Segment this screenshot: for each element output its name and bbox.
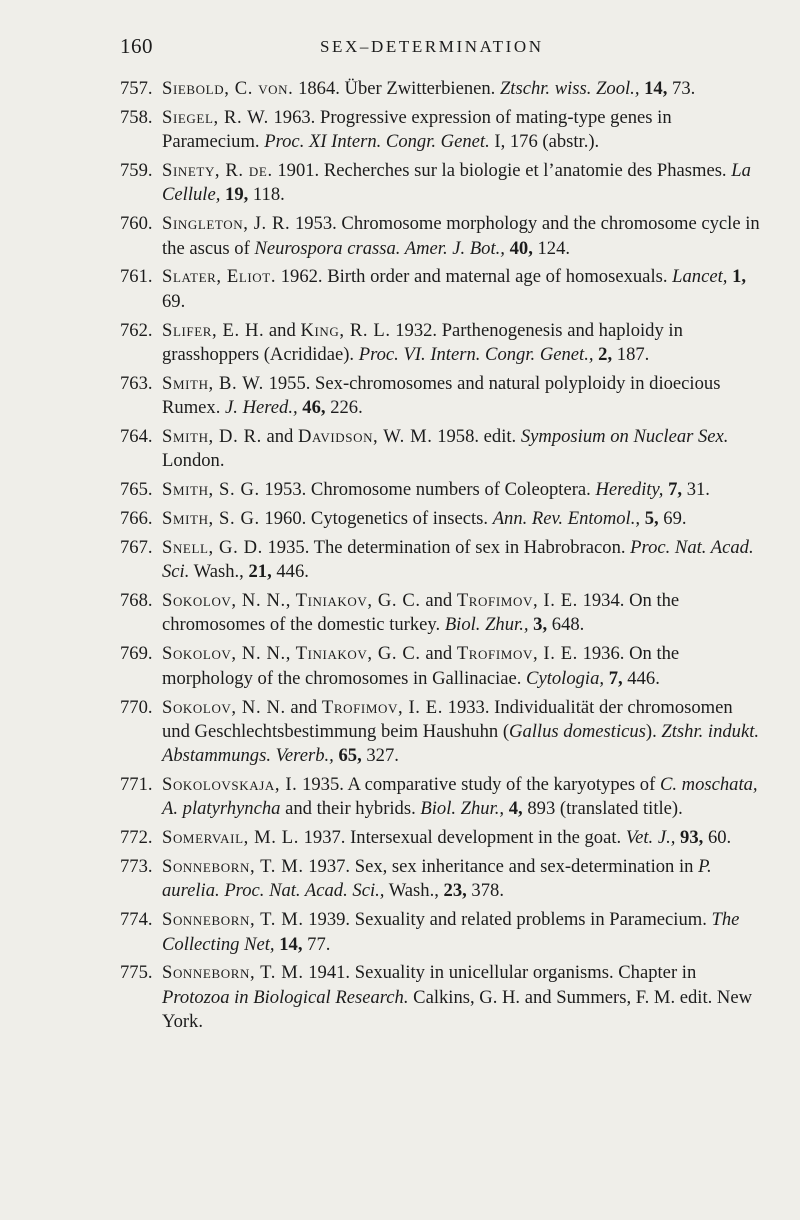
ref-text: ). [645,720,662,742]
reference-number: 759. [120,160,153,182]
reference-entry [120,908,760,957]
ref-text: 187. [612,343,650,365]
ref-text: 1935. The determination of sex in Habrobracon. [262,536,631,558]
ref-text: 1963. Progressive expression of mating-type genes in Paramecium. [162,106,672,153]
reference-entry [120,265,760,314]
ref-italic: C. moschata, A. platyrhyncha [162,774,758,820]
ref-italic: Ztshr. indukt. Abstammungs. Vererb., [162,720,760,767]
ref-text: 1934. On the chromosomes of the domestic turkey. [162,590,680,636]
ref-author: Sonneborn, T. M. [162,909,304,931]
ref-italic: Lancet, [672,266,728,288]
ref-italic: Proc. VI. Intern. Congr. Genet., [358,343,594,365]
reference-number: 760. [120,213,153,235]
ref-author: Smith, B. W. [162,372,264,394]
ref-text: 1936. On the morphology of the chromosomes in Gallinaciae. [162,643,680,689]
reference-number: 764. [120,426,153,448]
ref-author: Siebold, C. von. [162,78,294,99]
page-header [120,34,740,62]
ref-volume: 1, [732,266,747,288]
ref-text: 378. [466,880,504,902]
ref-author: Somervail, M. L. [162,827,299,849]
reference-number: 770. [120,696,153,718]
reference-entry [120,372,760,421]
ref-author: Tiniakov, G. C. [295,643,421,665]
reference-number: 771. [120,774,153,796]
reference-list [120,77,760,1039]
reference-number: 772. [120,827,153,849]
ref-text: 77. [302,933,331,955]
ref-author: Smith, S. G. [162,479,260,501]
ref-author: Siegel, R. W. [162,106,269,128]
ref-volume: 4, [508,798,523,820]
ref-text: 60. [703,827,732,849]
ref-volume: 21, [248,561,272,583]
reference-number: 757. [120,78,153,99]
reference-number: 768. [120,590,153,612]
ref-text: 648. [547,614,585,636]
ref-author: Trofimov, I. E. [456,643,578,665]
reference-number: 774. [120,909,153,931]
ref-text: 446. [622,667,660,689]
ref-author: King, R. L. [300,319,391,341]
ref-volume: 19, [225,184,249,206]
ref-author: Sokolov, N. N. [162,696,286,718]
ref-text: 446. [271,561,309,583]
ref-volume: 5, [644,508,659,530]
reference-entry [120,696,760,769]
reference-entry [120,536,760,585]
ref-volume: 40, [509,237,533,259]
ref-text: I, 176 (abstr.). [489,131,600,153]
ref-text: 1955. Sex-chromosomes and natural polyploidy in dioecious Rumex. [162,372,721,419]
ref-text: 1937. Sex, sex inheritance and sex-determination in [303,856,699,878]
page-number: 160 [120,34,153,58]
ref-volume: 46, [302,397,326,419]
ref-italic: Vet. J., [625,827,676,849]
ref-text: 1939. Sexuality and related problems in Paramecium. [303,909,712,931]
ref-text: and their hybrids. [280,798,421,820]
ref-text: 124. [532,237,571,259]
ref-text: 327. [361,745,399,767]
ref-author: Tiniakov, G. C. [295,590,421,612]
reference-number: 758. [120,106,153,128]
ref-italic: The Collecting Net, [162,909,740,955]
ref-author: Smith, S. G. [162,508,260,530]
reference-entry [120,642,760,691]
reference-entry [120,589,760,638]
ref-author: Sonneborn, T. M. [162,962,304,984]
ref-italic: Protozoa in Biological Research. [162,986,409,1008]
ref-italic: Neurospora crassa. Amer. J. Bot., [254,237,505,259]
ref-author: Singleton, J. R. [162,213,291,235]
reference-entry [120,106,760,155]
ref-text: 1941. Sexuality in unicellular organisms. Chapter in [303,962,697,984]
reference-entry [120,159,760,208]
running-head: SEX–DETERMINATION [320,37,544,56]
ref-text: 1933. Individualität der chromosomen und Geschlechtsbestimmung beim Haushuhn ( [162,696,733,742]
ref-volume: 14, [279,933,303,955]
ref-text: 1935. A comparative study of the karyotypes of [297,774,660,796]
ref-italic: Cytologia, [526,667,605,689]
ref-text: 1960. Cytogenetics of insects. [259,508,493,530]
ref-volume: 3, [533,614,548,636]
ref-italic: Proc. Nat. Acad. Sci. [162,536,754,583]
ref-volume: 93, [680,827,704,849]
reference-entry [120,507,760,531]
reference-number: 769. [120,643,153,665]
reference-number: 775. [120,962,153,984]
reference-number: 762. [120,319,153,341]
ref-volume: 2, [598,343,613,365]
ref-volume: 65, [338,745,362,767]
ref-italic: Biol. Zhur., [420,798,505,820]
ref-italic: P. aurelia. Proc. Nat. Acad. Sci., [162,856,712,902]
ref-text: 893 (translated title). [522,798,683,820]
reference-number: 765. [120,479,153,501]
reference-entry [120,826,760,850]
ref-text: 1901. Recherches sur la biologie et l’anatomie des Phasmes. [272,160,732,182]
reference-number: 767. [120,536,153,558]
ref-volume: 23, [443,880,467,902]
ref-italic: Heredity, [595,479,664,501]
ref-author: Davidson, W. M. [298,426,433,448]
ref-author: Trofimov, I. E. [321,696,443,718]
ref-text: 69. [162,290,186,312]
reference-entry [120,773,760,822]
ref-text: 31. [682,479,710,501]
ref-text: 1864. Über Zwitterbienen. [293,78,500,99]
ref-author: Sonneborn, T. M. [162,856,304,878]
ref-italic: Symposium on Nuclear Sex. [520,426,729,448]
ref-text: 1932. Parthenogenesis and haploidy in grasshoppers (Acrididae). [162,319,683,365]
reference-number: 766. [120,508,153,530]
ref-italic: Gallus domesticus [509,720,646,742]
reference-entry [120,855,760,904]
ref-text: 73. [667,78,696,99]
ref-italic: Proc. XI Intern. Congr. Genet. [264,131,490,153]
reference-number: 761. [120,266,153,288]
ref-text: 118. [248,184,285,206]
ref-author: Sokolov, N. N., [162,643,291,665]
ref-italic: Ztschr. wiss. Zool., [499,78,640,99]
ref-author: Sokolov, N. N., [162,590,291,612]
ref-author: Trofimov, I. E. [456,590,578,612]
ref-text: London. [162,450,225,472]
ref-text: 1953. Chromosome morphology and the chromosome cycle in the ascus of [162,213,760,259]
ref-text: and [285,696,322,718]
ref-text: 226. [325,397,363,419]
reference-number: 773. [120,856,153,878]
reference-entry [120,478,760,502]
ref-text: 69. [658,508,687,530]
ref-text: and [420,643,457,665]
ref-text: Calkins, G. H. and Summers, F. M. edit. New York. [162,986,753,1033]
ref-text: 1953. Chromosome numbers of Coleoptera. [259,479,596,501]
ref-text: Wash., [384,880,444,902]
ref-author: Sokolovskaja, I. [162,774,298,796]
ref-text: 1937. Intersexual development in the goat. [298,827,626,849]
reference-entry [120,319,760,368]
ref-author: Sinety, R. de. [162,160,273,182]
ref-text: Wash., [189,561,249,583]
ref-italic: Ann. Rev. Entomol., [492,508,641,530]
reference-entry [120,77,760,101]
reference-entry [120,961,760,1034]
ref-italic: La Cellule, [162,160,751,206]
ref-author: Slater, Eliot. [162,266,277,288]
ref-text: and [420,590,457,612]
ref-text: 1958. edit. [432,426,521,448]
reference-entry [120,212,760,261]
ref-text: and [264,319,301,341]
ref-italic: J. Hered., [225,397,298,419]
reference-number: 763. [120,372,153,394]
ref-volume: 7, [668,479,683,501]
ref-volume: 14, [644,78,668,99]
ref-author: Slifer, E. H. [162,319,265,341]
ref-volume: 7, [608,667,623,689]
ref-author: Smith, D. R. [162,426,262,448]
ref-author: Snell, G. D. [162,536,263,558]
ref-italic: Biol. Zhur., [444,614,529,636]
ref-text: and [261,426,298,448]
ref-text: 1962. Birth order and maternal age of homosexuals. [276,266,673,288]
reference-entry [120,425,760,474]
